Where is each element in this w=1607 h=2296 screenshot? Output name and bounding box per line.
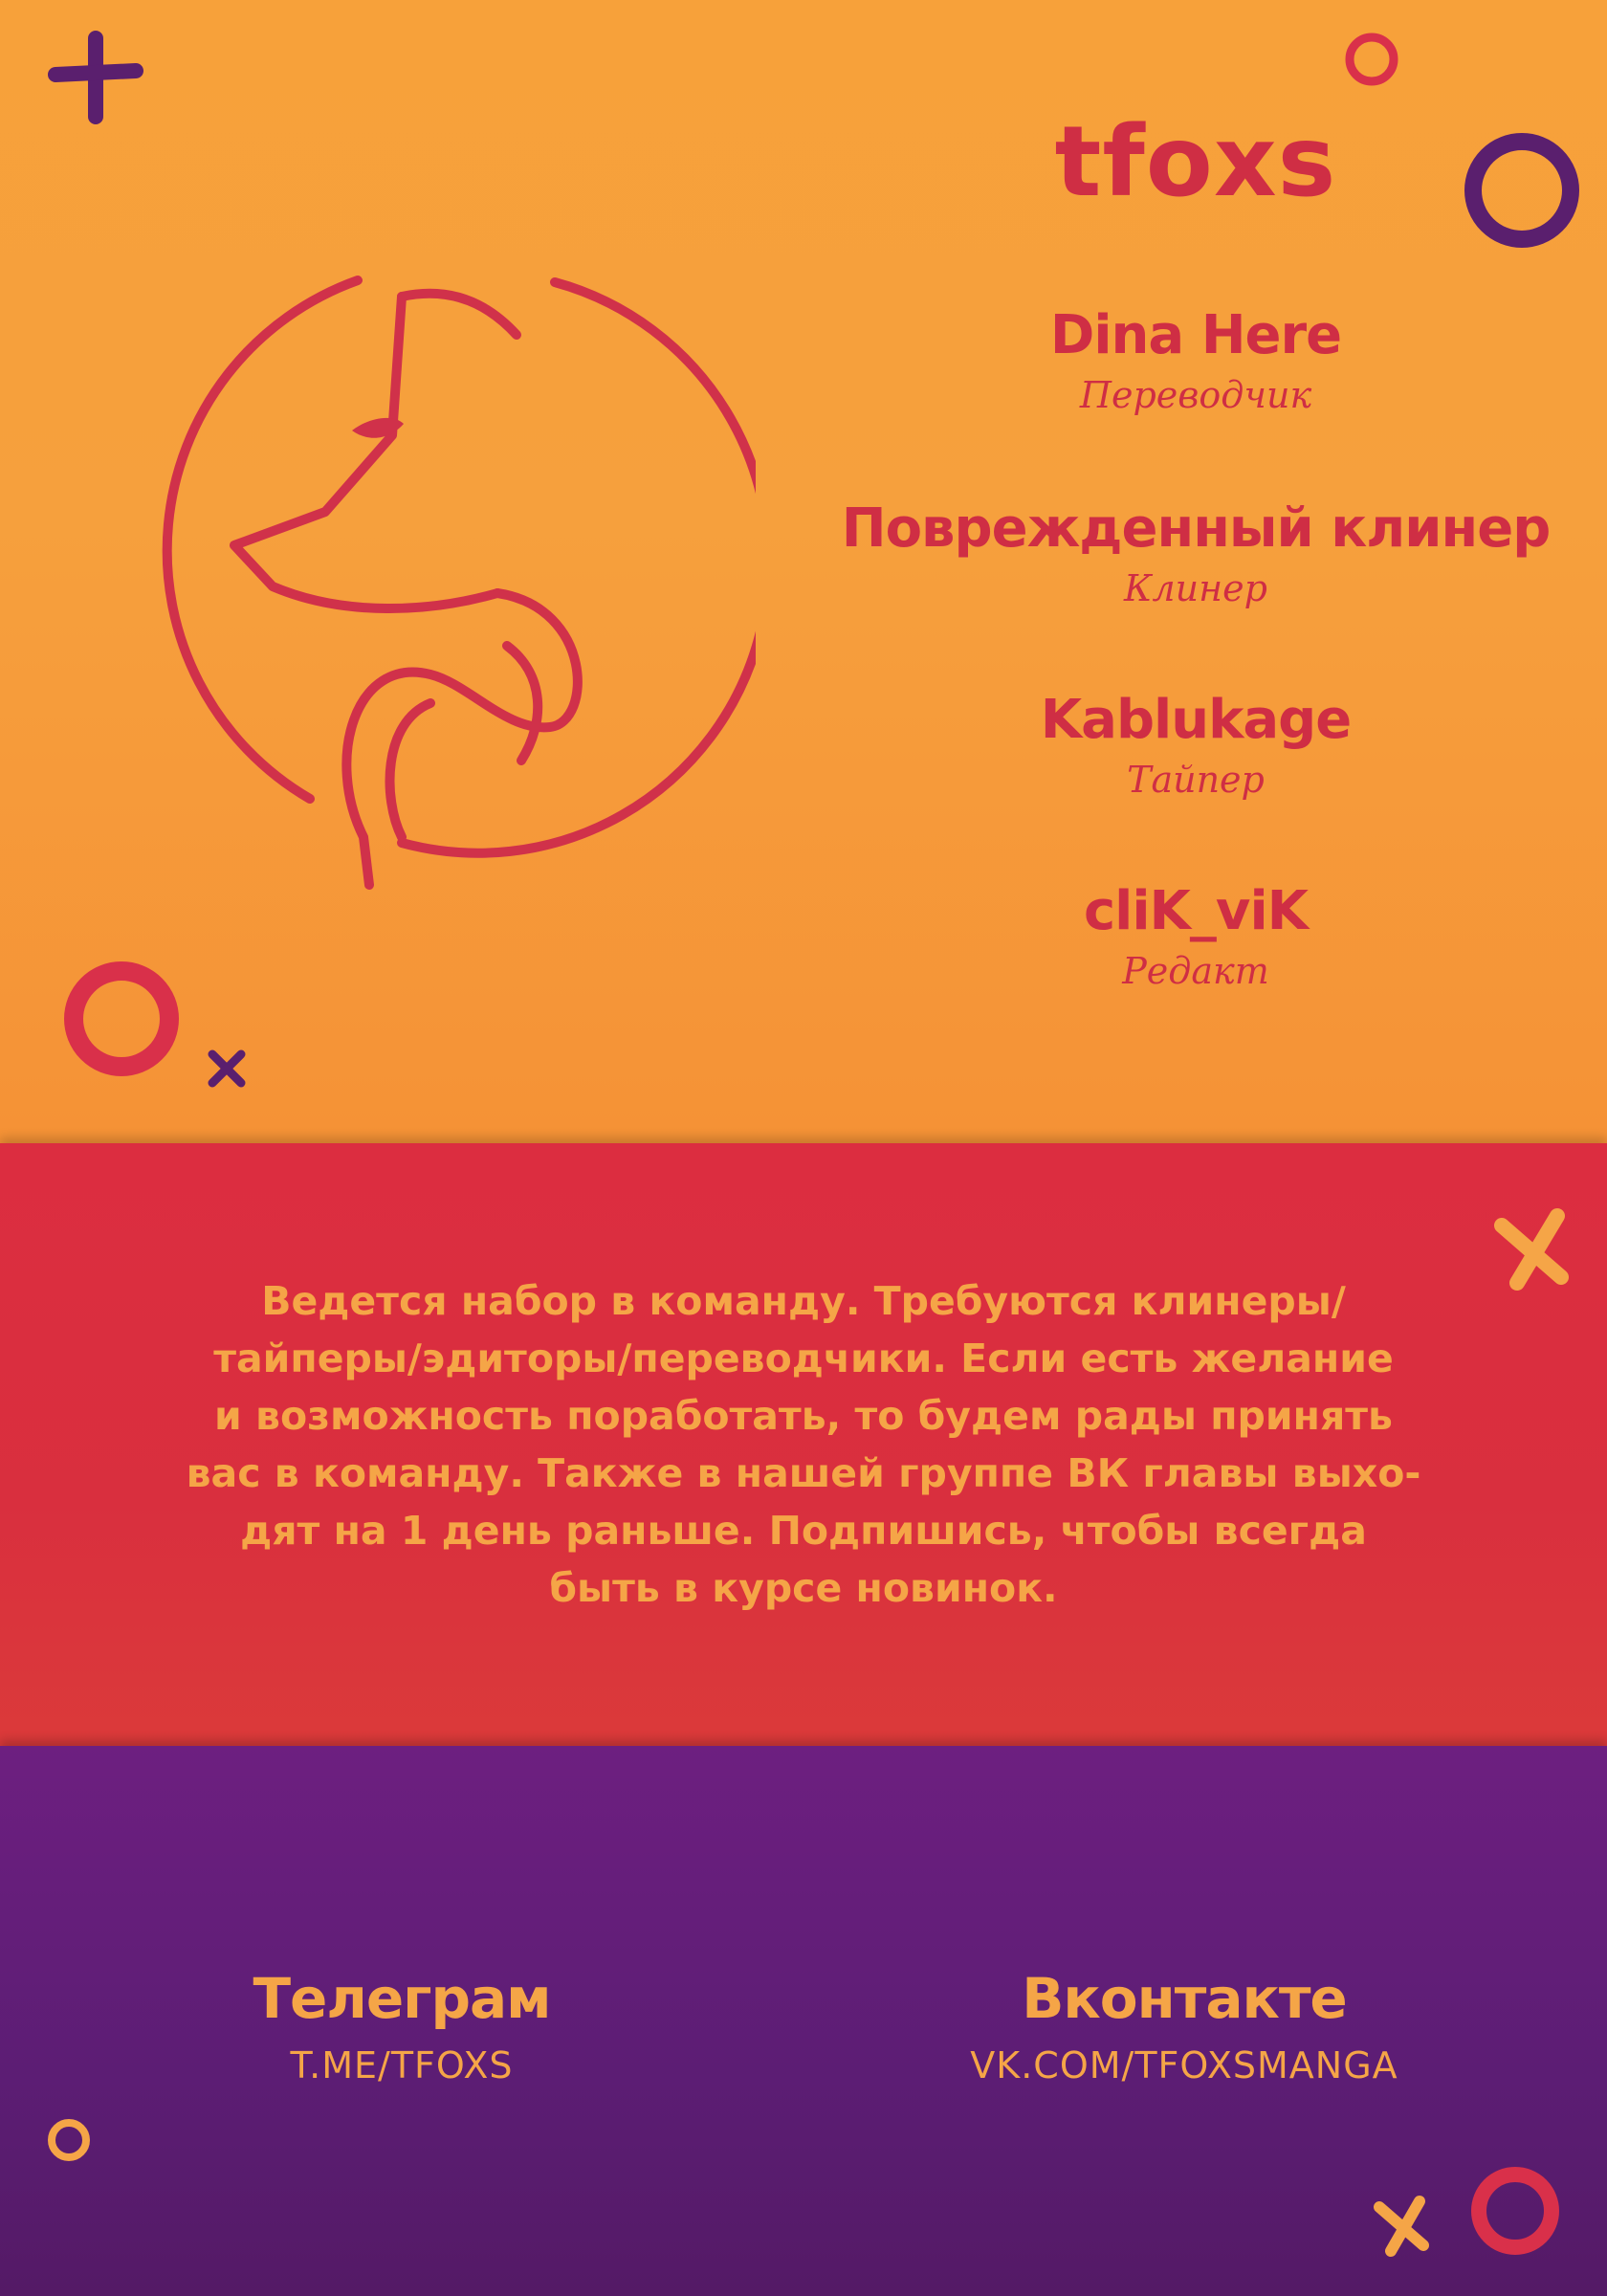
recruitment-line: тайперы/эдиторы/переводчики. Если есть желание bbox=[213, 1336, 1394, 1381]
telegram-link[interactable]: T.ME/TFOXS bbox=[290, 2044, 514, 2086]
plus-shape-decoration bbox=[48, 29, 143, 124]
credit-name: Kablukage bbox=[1040, 689, 1352, 751]
ring-decoration bbox=[1464, 2159, 1567, 2263]
credit-name: Поврежденный клинер bbox=[841, 497, 1551, 560]
telegram-contact bbox=[105, 1966, 698, 2086]
cross-shape-decoration bbox=[205, 1047, 249, 1091]
ring-decoration bbox=[59, 957, 184, 1081]
vk-contact bbox=[888, 1966, 1481, 2086]
recruitment-line: быть в курсе новинок. bbox=[549, 1565, 1058, 1611]
brand-name: tfoxs bbox=[1054, 105, 1337, 219]
credit-role: Переводчик bbox=[1079, 374, 1312, 416]
credit-cleaner bbox=[794, 497, 1597, 609]
recruitment-line: Ведется набор в команду. Требуются клинеры/ bbox=[261, 1278, 1346, 1324]
credits-panel bbox=[0, 0, 1607, 1143]
credit-typer bbox=[794, 689, 1597, 801]
recruitment-line: вас в команду. Также в нашей группе ВК главы выхо- bbox=[186, 1450, 1421, 1496]
small-ring-decoration bbox=[1341, 29, 1402, 90]
credit-role: Тайпер bbox=[1127, 759, 1265, 801]
recruitment-line: и возможность поработать, то будем рады принять bbox=[214, 1393, 1393, 1439]
vk-link[interactable]: VK.COM/TFOXSMANGA bbox=[970, 2044, 1398, 2086]
credit-role: Редакт bbox=[1122, 950, 1269, 992]
credit-translator bbox=[794, 304, 1597, 416]
credit-name: Dina Here bbox=[1049, 304, 1342, 366]
vk-title: Вконтакте bbox=[1022, 1966, 1347, 2031]
small-ring-decoration bbox=[42, 2113, 96, 2167]
fox-logo-icon bbox=[143, 225, 756, 904]
cross-shape-decoration bbox=[1368, 2192, 1435, 2259]
credit-editor bbox=[794, 880, 1597, 992]
recruitment-text bbox=[143, 1272, 1464, 1617]
credit-name: cliK_viK bbox=[1083, 880, 1309, 942]
credit-role: Клинер bbox=[1124, 567, 1267, 609]
telegram-title: Телеграм bbox=[253, 1966, 551, 2031]
cross-shape-decoration bbox=[1483, 1203, 1578, 1298]
recruitment-line: дят на 1 день раньше. Подпишись, чтобы всегда bbox=[240, 1508, 1367, 1554]
